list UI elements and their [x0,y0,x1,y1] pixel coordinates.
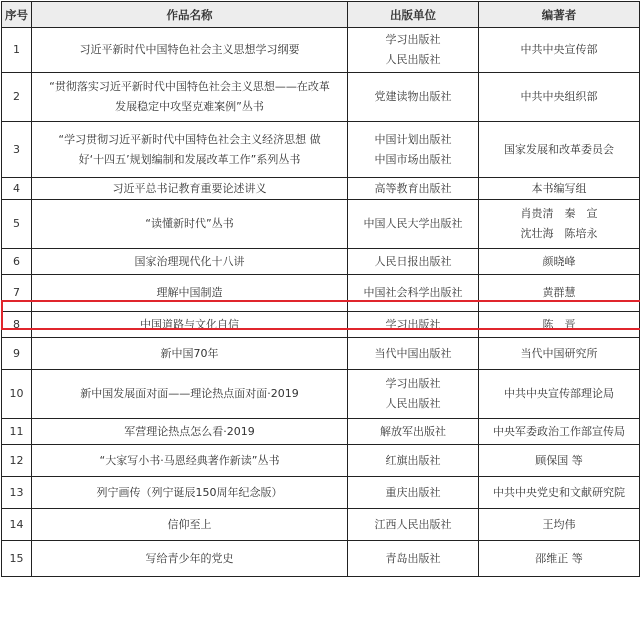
cell-title [32,122,348,178]
cell-author [479,541,640,577]
cell-publisher [348,338,479,370]
cell-publisher-line: 中国市场出版社 [374,152,452,166]
cell-title-line: “读懂新时代”丛书 [145,217,234,230]
cell-title [32,370,348,419]
cell-publisher [348,509,479,541]
cell-author [479,419,640,445]
cell-title [32,419,348,445]
cell-publisher [348,541,479,577]
cell-publisher-line: 学习出版社 [385,33,441,46]
cell-title-line: 习近平总书记教育重要论述讲义 [112,181,267,195]
cell-title-line: 军营理论热点怎么看·2019 [124,424,255,438]
cell-author-line: 颜晓峰 [542,254,576,268]
cell-author [479,249,640,275]
cell-author-line: 国家发展和改革委员会 [504,142,614,156]
cell-author [479,312,640,338]
table-row [2,541,640,577]
cell-index: 3 [2,122,32,178]
cell-publisher [348,249,479,275]
table-row [2,178,640,200]
cell-author-line: 中央军委政治工作部宣传局 [493,424,625,438]
header-index: 序号 [2,2,32,28]
cell-publisher [348,178,479,200]
cell-title [32,477,348,509]
cell-publisher-line: 青岛出版社 [385,551,441,565]
cell-author-line: 邵维正 等 [535,551,583,565]
cell-index: 9 [2,338,32,370]
cell-publisher [348,477,479,509]
cell-publisher-line: 当代中国出版社 [374,346,452,360]
cell-index: 6 [2,249,32,275]
table-row [2,249,640,275]
cell-author-line: 黄群慧 [542,286,576,299]
cell-title-line: 国家治理现代化十八讲 [134,254,245,268]
table-row [2,275,640,312]
table-row [2,28,640,73]
cell-publisher-line: 人民日报出版社 [374,254,452,268]
cell-author [479,28,640,73]
cell-publisher-line: 红旗出版社 [385,453,441,467]
cell-publisher-line: 解放军出版社 [380,424,446,438]
cell-index: 14 [2,509,32,541]
cell-author-line: 肖贵清 秦 宣 [520,207,598,220]
cell-author [479,445,640,477]
cell-index: 12 [2,445,32,477]
cell-title [32,541,348,577]
cell-author-line: 沈壮海 陈培永 [520,227,598,240]
cell-title-line: “学习贯彻习近平新时代中国特色社会主义经济思想 做 [58,132,321,146]
cell-author [479,122,640,178]
cell-author [479,477,640,509]
header-title: 作品名称 [32,2,348,28]
cell-title [32,178,348,200]
works-table [1,1,640,577]
cell-publisher [348,28,479,73]
cell-title [32,73,348,122]
cell-author-line: 王均伟 [542,517,576,531]
cell-publisher [348,122,479,178]
cell-index: 7 [2,275,32,312]
header-author: 编著者 [479,2,640,28]
cell-publisher-line: 学习出版社 [385,317,441,331]
table-row [2,370,640,419]
cell-author [479,178,640,200]
cell-author [479,200,640,249]
cell-publisher-line: 江西人民出版社 [374,517,452,531]
cell-author-line: 中共中央党史和文献研究院 [493,485,625,499]
cell-title [32,275,348,312]
cell-title-line: 理解中国制造 [156,286,223,299]
cell-publisher [348,200,479,249]
cell-author [479,509,640,541]
cell-index: 2 [2,73,32,122]
cell-title-line: 新中国发展面对面——理论热点面对面·2019 [80,387,299,400]
cell-title-line: 习近平新时代中国特色社会主义思想学习纲要 [79,43,300,56]
cell-publisher-line: 中国社会科学出版社 [363,286,463,299]
cell-publisher [348,370,479,419]
cell-title [32,249,348,275]
cell-index: 1 [2,28,32,73]
cell-author-line: 顾保国 等 [535,453,583,467]
cell-title-line: “大家写小书·马恩经典著作新读”丛书 [99,453,280,467]
cell-author-line: 本书编写组 [531,181,587,195]
cell-author [479,73,640,122]
cell-publisher-line: 高等教育出版社 [374,181,452,195]
cell-publisher [348,419,479,445]
cell-title-line: 中国道路与文化自信 [140,317,239,331]
cell-index: 4 [2,178,32,200]
table-row [2,477,640,509]
cell-index: 15 [2,541,32,577]
cell-publisher-line: 重庆出版社 [385,485,441,499]
cell-author-line: 中共中央宣传部 [520,43,598,56]
table-row [2,338,640,370]
cell-title [32,509,348,541]
cell-title [32,312,348,338]
cell-title-line: 写给青少年的党史 [145,551,234,565]
cell-publisher [348,73,479,122]
cell-publisher [348,275,479,312]
header-publisher: 出版单位 [348,2,479,28]
cell-title [32,28,348,73]
cell-publisher-line: 中国人民大学出版社 [363,217,463,230]
cell-author-line: 当代中国研究所 [520,346,598,360]
cell-publisher [348,312,479,338]
cell-index: 11 [2,419,32,445]
cell-index: 13 [2,477,32,509]
cell-index: 5 [2,200,32,249]
cell-title [32,200,348,249]
cell-title-line: 发展稳定中攻坚克难案例”丛书 [115,100,264,113]
cell-publisher-line: 中国计划出版社 [374,132,452,146]
cell-title [32,338,348,370]
cell-author-line: 陈 晋 [542,317,576,331]
cell-publisher-line: 学习出版社 [385,377,441,390]
table-row [2,200,640,249]
table-row [2,312,640,338]
cell-index: 8 [2,312,32,338]
table-row [2,122,640,178]
cell-author-line: 中共中央组织部 [520,90,598,103]
cell-title-line: “贯彻落实习近平新时代中国特色社会主义思想——在改革 [49,80,330,93]
cell-publisher-line: 人民出版社 [385,397,441,410]
cell-publisher-line: 人民出版社 [385,53,441,66]
cell-title-line: 信仰至上 [167,517,212,531]
table-row [2,73,640,122]
cell-author [479,338,640,370]
cell-author-line: 中共中央宣传部理论局 [504,387,614,400]
cell-author [479,275,640,312]
table-row [2,509,640,541]
header-row [2,2,640,28]
cell-author [479,370,640,419]
cell-title-line: 列宁画传（列宁诞辰150周年纪念版） [96,485,283,499]
cell-publisher [348,445,479,477]
cell-title-line: 新中国70年 [160,346,219,360]
cell-publisher-line: 党建读物出版社 [374,90,452,103]
table-row [2,445,640,477]
cell-title-line: 好‘十四五’规划编制和发展改革工作”系列丛书 [78,152,301,166]
cell-title [32,445,348,477]
table-row [2,419,640,445]
cell-index: 10 [2,370,32,419]
